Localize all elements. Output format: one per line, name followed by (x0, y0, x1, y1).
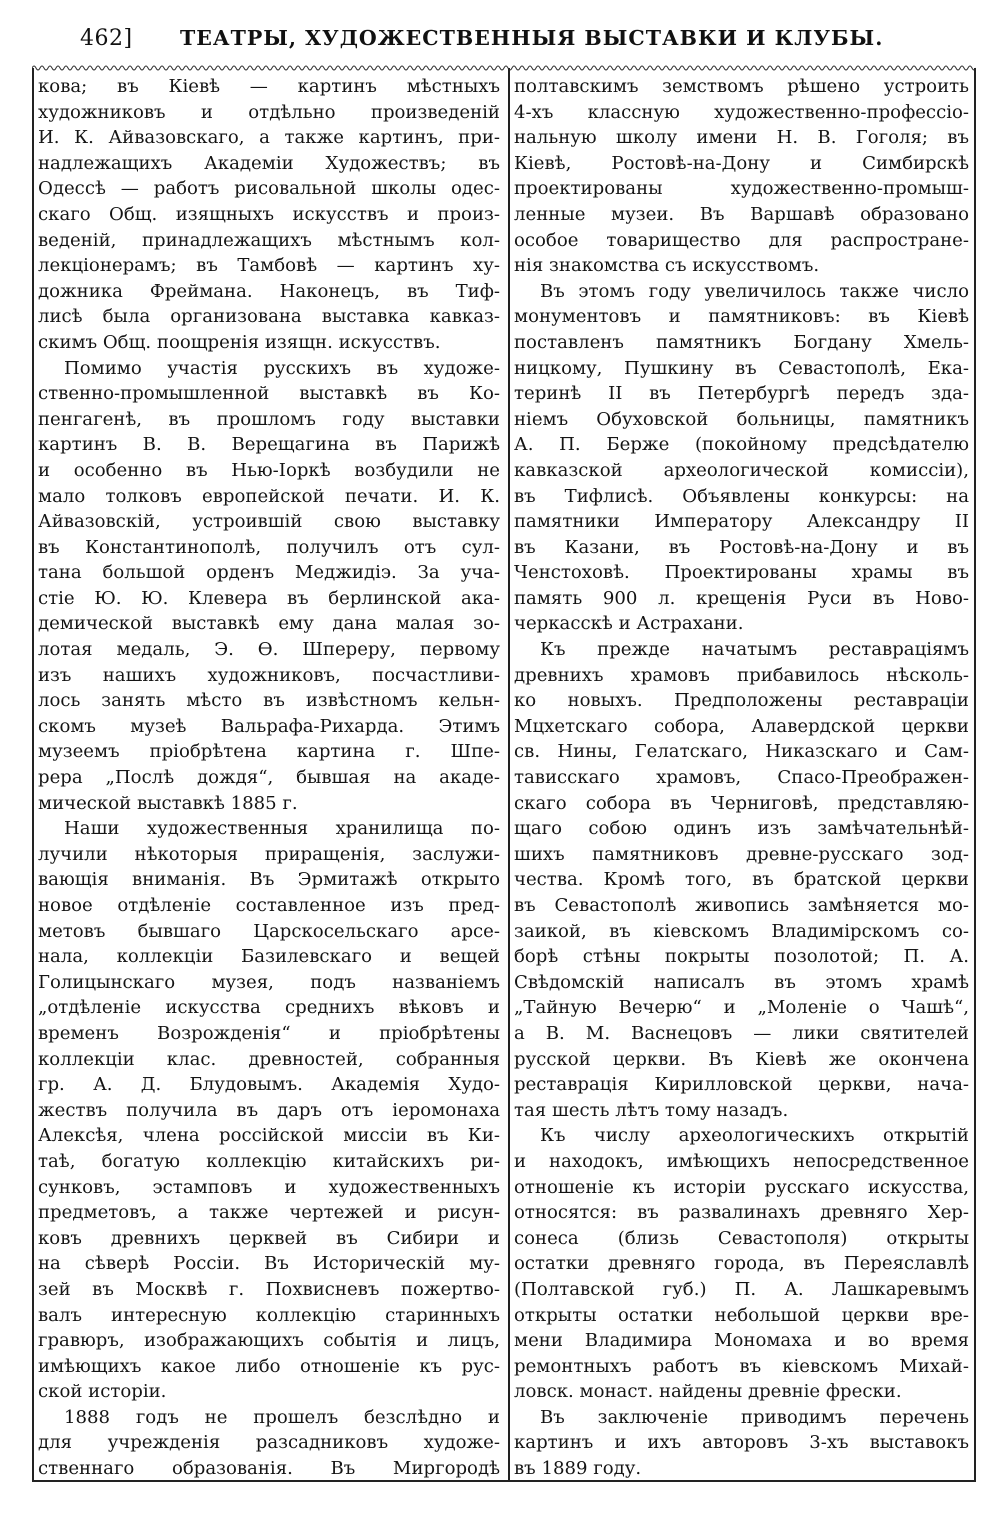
text-line: лось занять мѣсто въ извѣстномъ кельн- (38, 690, 500, 712)
text-line: Къ числу археологическихъ открытій (540, 1125, 969, 1147)
right-text-column (514, 74, 969, 1482)
text-line: теринѣ II въ Петербургѣ передъ зда- (514, 383, 969, 405)
text-line: нала, коллекціи Базилевскаго и вещей (38, 946, 500, 968)
text-line: Кіевѣ, Ростовѣ-на-Дону и Симбирскѣ (514, 152, 969, 174)
text-line: чества. Кромѣ того, въ братской церкви (514, 869, 969, 891)
text-line: художниковъ и отдѣльно произведеній (38, 101, 500, 123)
text-line: рера „Послѣ дождя“, бывшая на акаде- (38, 767, 500, 789)
text-line: „Тайную Вечерю“ и „Моленіе о Чашѣ“, (514, 997, 969, 1019)
text-line: монументовъ и памятниковъ: въ Кіевѣ (514, 306, 969, 328)
text-line: картинъ и ихъ авторовъ 3-хъ выставокъ (514, 1432, 969, 1454)
text-line: особое товарищество для распростране- (514, 229, 969, 251)
right-border-rule (974, 68, 976, 1481)
text-line: въ Казани, въ Ростовѣ-на-Дону и въ (514, 536, 969, 558)
column-divider-rule (508, 68, 510, 1481)
text-line: кова; въ Кіевѣ — картинъ мѣстныхъ (38, 76, 500, 97)
text-line: Свѣдомскій написалъ въ этомъ храмѣ (514, 971, 969, 993)
text-line: стіе Ю. Ю. Клевера въ берлинской ака- (38, 587, 500, 609)
text-line: реставрація Кирилловской церкви, нача- (514, 1074, 969, 1096)
text-line: открыты остатки небольшой церкви вре- (514, 1304, 969, 1326)
text-line: веденій, принадлежащихъ мѣстнымъ кол- (38, 229, 500, 251)
text-line: мало толковъ европейской печати. И. К. (38, 485, 500, 507)
text-line: отношеніе къ исторіи русскаго искусства, (514, 1176, 969, 1198)
text-line: Одессѣ — работъ рисовальной школы одес- (38, 178, 500, 200)
page-number: 462] (80, 26, 133, 51)
text-line: остатки древняго города, въ Переяславлѣ (514, 1253, 969, 1275)
text-line: на сѣверѣ Россіи. Въ Историческій му- (38, 1253, 500, 1275)
text-line: музеемъ пріобрѣтена картина г. Шпе- (38, 741, 500, 763)
text-line: гр. А. Д. Блудовымъ. Академія Худо- (38, 1074, 500, 1096)
text-line: лучили нѣкоторыя приращенія, заслужи- (38, 843, 500, 865)
text-line: мической выставкѣ 1885 г. (38, 792, 298, 814)
text-line: демической выставкѣ ему дана малая зо- (38, 613, 500, 635)
text-line: и находокъ, имѣющихъ непосредственное (514, 1150, 969, 1172)
text-line: 4-хъ классную художественно-профессіо- (514, 101, 969, 123)
text-line: А. П. Берже (покойному предсѣдателю (514, 434, 969, 456)
text-line: Въ заключеніе приводимъ перечень (540, 1406, 969, 1428)
text-line: Голицынскаго музея, подъ названіемъ (38, 971, 500, 993)
text-line: въ Константинополѣ, получилъ отъ сул- (38, 536, 500, 558)
text-line: заикой, въ кіевскомъ Владимірскомъ со- (514, 920, 969, 942)
text-line: проектированы художественно-промыш- (514, 178, 969, 200)
text-line: сонеса (близь Севастополя) открыты (514, 1227, 969, 1249)
text-line: метовъ бывшаго Царскосельскаго арсе- (38, 920, 500, 942)
text-line: Помимо участія русскихъ въ художе- (64, 357, 500, 379)
text-line: ковъ древнихъ церквей въ Сибири и (38, 1227, 500, 1249)
text-line: скаго Общ. изящныхъ искусствъ и произ- (38, 203, 500, 225)
text-line: и особенно въ Нью-Іоркѣ возбудили не (38, 459, 500, 481)
text-line: древнихъ храмовъ прибавилось нѣсколь- (514, 664, 969, 686)
wavy-header-rule (32, 63, 976, 73)
text-line: коллекціи клас. древностей, собранныя (38, 1048, 500, 1070)
text-line: жествъ получила въ даръ отъ іеромонаха (38, 1099, 500, 1121)
text-line: въ Севастополѣ живопись замѣняется мо- (514, 895, 969, 916)
text-line: ко новыхъ. Предположены реставраціи (514, 690, 969, 712)
text-line: ской исторіи. (38, 1381, 167, 1403)
text-line: пенгагенѣ, въ прошломъ году выставки (38, 408, 500, 430)
text-line: а В. М. Васнецовъ — лики святителей (514, 1022, 969, 1044)
text-line: въ 1889 году. (514, 1458, 642, 1480)
text-line: предметовъ, а также чертежей и рисун- (38, 1202, 500, 1224)
text-line: борѣ стѣны покрыты позолотой; П. А. (514, 946, 969, 968)
text-line: лекціонерамъ; въ Тамбовѣ — картинъ ху- (38, 255, 500, 277)
text-line: Наши художественныя хранилища по- (64, 818, 500, 840)
text-line: надлежащихъ Академіи Художествъ; въ (38, 152, 500, 174)
text-line: имѣющихъ какое либо отношеніе къ рус- (38, 1355, 500, 1377)
text-line: щаго собою одинъ изъ замѣчательнѣй- (514, 818, 969, 840)
text-line: временъ Возрожденія“ и пріобрѣтены (38, 1022, 500, 1044)
text-line: ловск. монаст. найдены древніе фрески. (514, 1381, 902, 1403)
text-line: Ченстоховѣ. Проектированы храмы въ (514, 562, 969, 584)
text-line: Мцхетскаго собора, Алавердской церкви (514, 715, 969, 737)
text-line: шихъ памятниковъ древне-русскаго зод- (514, 843, 969, 865)
text-line: для учрежденія разсадниковъ художе- (38, 1432, 500, 1454)
text-line: тая шесть лѣтъ тому назадъ. (514, 1099, 789, 1121)
text-line: черкасскѣ и Астрахани. (514, 613, 744, 635)
text-line: валъ интересную коллекцію старинныхъ (38, 1304, 500, 1326)
text-line: ленные музеи. Въ Варшавѣ образовано (514, 203, 969, 225)
text-line: нія знакомства съ искусствомъ. (514, 255, 820, 277)
text-line: Въ этомъ году увеличилось также число (540, 280, 969, 302)
text-line: ственно-промышленной выставкѣ въ Ко- (38, 383, 500, 405)
text-line: Айвазовскій, устроившій свою выставку (38, 511, 500, 533)
text-line: лотая медаль, Э. Ѳ. Шпереру, первому (38, 639, 500, 661)
running-title: ТЕАТРЫ, ХУДОЖЕСТВЕННЫЯ ВЫСТАВКИ И КЛУБЫ. (180, 26, 884, 50)
text-line: гравюръ, изображающихъ событія и лицъ, (38, 1330, 500, 1352)
text-line: лисѣ была организована выставка кавказ- (38, 306, 500, 328)
text-line: ремонтныхъ работъ въ кіевскомъ Михай- (514, 1355, 969, 1377)
text-line: Алексѣя, члена россійской миссіи въ Ки- (38, 1125, 500, 1147)
left-text-column (38, 74, 500, 1482)
text-line: поставленъ памятникъ Богдану Хмель- (514, 331, 969, 353)
text-line: скимъ Общ. поощренія изящн. искусствъ. (38, 331, 441, 353)
text-line: И. К. Айвазовскаго, а также картинъ, при- (38, 127, 500, 149)
text-line: скомъ музеѣ Вальрафа-Рихарда. Этимъ (38, 715, 500, 737)
text-line: новое отдѣленіе составленное изъ пред- (38, 895, 500, 916)
text-line: нальную школу имени Н. В. Гоголя; въ (514, 127, 969, 149)
text-line: дожника Фреймана. Наконецъ, въ Тиф- (38, 280, 500, 302)
text-line: картинъ В. В. Верещагина въ Парижѣ (38, 434, 500, 456)
text-line: въ Тифлисѣ. Объявлены конкурсы: на (514, 485, 969, 507)
text-line: мени Владимира Мономаха и во время (514, 1330, 969, 1352)
text-line: полтавскимъ земствомъ рѣшено устроить (514, 76, 969, 97)
text-line: таѣ, богатую коллекцію китайскихъ ри- (38, 1150, 500, 1172)
page-header (80, 26, 970, 66)
text-line: память 900 л. крещенія Руси въ Ново- (514, 587, 969, 609)
text-line: ніемъ Обуховской больницы, памятникъ (514, 408, 969, 430)
text-line: (Полтавской губ.) П. А. Лашкаревымъ (514, 1278, 969, 1300)
text-line: тана большой орденъ Меджидіэ. За уча- (38, 562, 500, 584)
text-line: зей въ Москвѣ г. Похвисневъ пожертво- (38, 1278, 500, 1300)
text-line: скаго собора въ Черниговѣ, представляю- (514, 792, 969, 814)
left-border-rule (32, 68, 34, 1481)
text-line: памятники Императору Александру II (514, 511, 969, 533)
text-line: ницкому, Пушкину въ Севастополѣ, Ека- (514, 357, 969, 379)
text-line: 1888 годъ не прошелъ безслѣдно и (64, 1406, 500, 1428)
text-line: ственнаго образованія. Въ Миргородѣ (38, 1458, 500, 1480)
text-line: кавказской археологической комиссіи), (514, 459, 969, 481)
text-line: изъ нашихъ художниковъ, посчастливи- (38, 664, 500, 686)
text-line: Къ прежде начатымъ реставраціямъ (540, 639, 969, 661)
text-line: сунковъ, эстамповъ и художественныхъ (38, 1176, 500, 1198)
text-line: тависскаго храмовъ, Спасо-Преображен- (514, 767, 969, 789)
text-line: относятся: въ развалинахъ древняго Хер- (514, 1202, 969, 1224)
text-line: русской церкви. Въ Кіевѣ же окончена (514, 1048, 969, 1070)
text-line: св. Нины, Гелатскаго, Никазскаго и Сам- (514, 741, 969, 763)
text-line: вающія вниманія. Въ Эрмитажѣ открыто (38, 869, 500, 891)
text-line: „отдѣленіе искусства среднихъ вѣковъ и (38, 997, 500, 1019)
